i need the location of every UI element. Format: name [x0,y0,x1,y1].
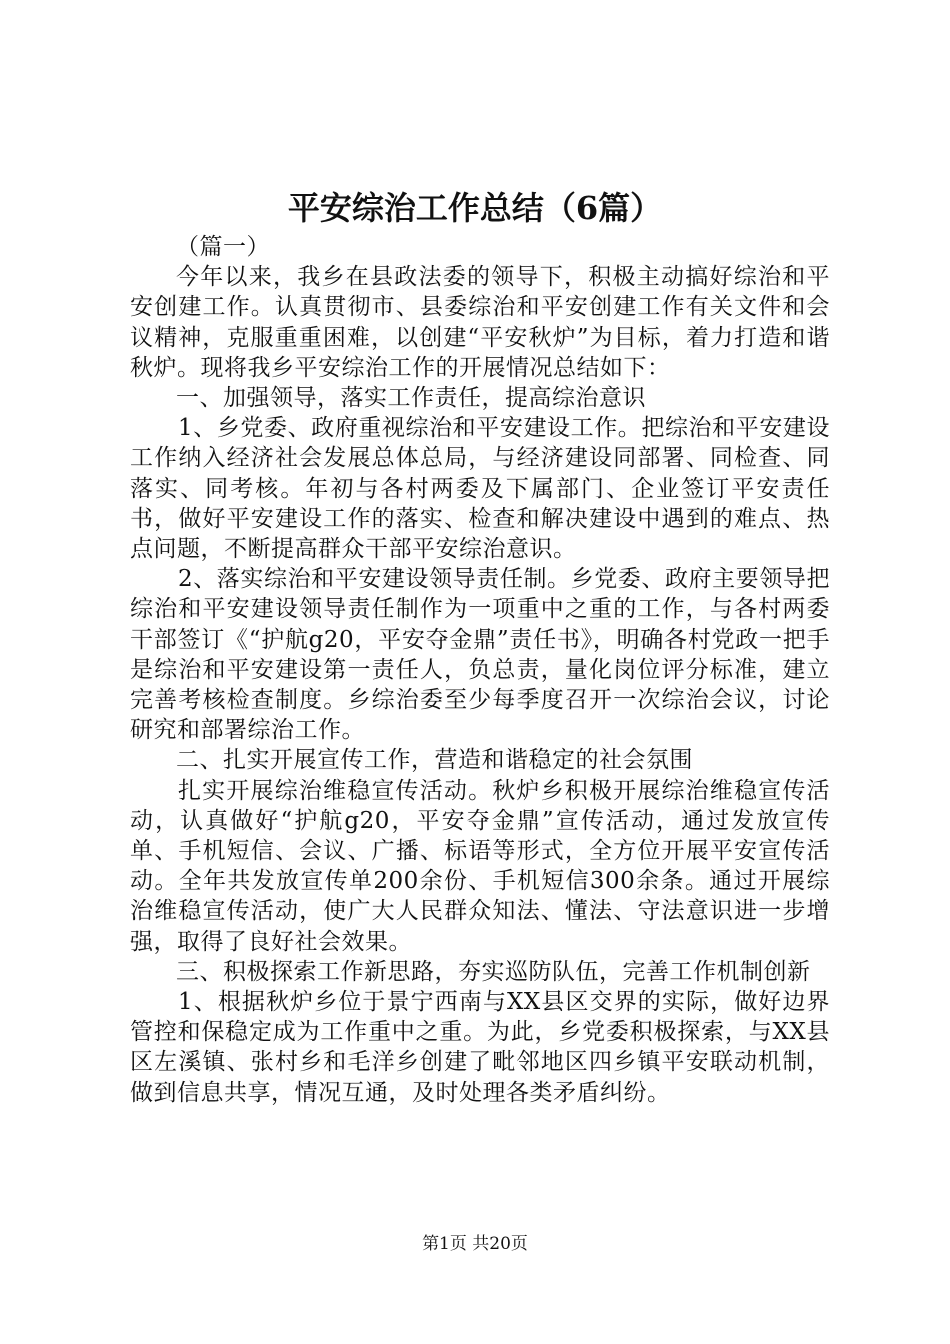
page-number: 第1页 共20页 [422,1234,528,1254]
document-title: 平安综治工作总结（6篇） [287,189,663,227]
section-heading: 一、加强领导，落实工作责任，提高综治意识 [176,385,646,412]
section-heading: 三、积极探索工作新思路，夯实巡防队伍，完善工作机制创新 [176,958,811,985]
body-paragraph: 扎实开展综治维稳宣传活动。秋炉乡积极开展综治维稳宣传活动，认真做好“护航g20，平安夺金鼎”宣传活动，通过发放宣传单、手机短信、会议、广播、标语等形式，全方位开展平安宣传活动。全年共发放宣传单200余份、手机短信300余条。通过开展综治维稳宣传活动，使广大人民群众知法、懂法、守法意识进一步增强，取得了良好社会效果。 [130,777,830,955]
document-body [130,232,830,1108]
body-paragraph: 1、乡党委、政府重视综治和平安建设工作。把综治和平安建设工作纳入经济社会发展总体总局，与经济建设同部署、同检查、同落实、同考核。年初与各村两委及下属部门、企业签订平安责任书，做好平安建设工作的落实、检查和解决建设中遇到的难点、热点问题，不断提高群众干部平安综治意识。 [130,415,830,563]
section-heading: 二、扎实开展宣传工作，营造和谐稳定的社会氛围 [176,747,693,774]
body-paragraph: 2、落实综治和平安建设领导责任制。乡党委、政府主要领导把综治和平安建设领导责任制作为一项重中之重的工作，与各村两委干部签订《“护航g20，平安夺金鼎”责任书》，明确各村党政一把手是综治和平安建设第一责任人，负总责，量化岗位评分标准，建立完善考核检查制度。乡综治委至少每季度召开一次综治会议，讨论研究和部署综治工作。 [130,566,830,744]
body-paragraph: 今年以来，我乡在县政法委的领导下，积极主动搞好综治和平安创建工作。认真贯彻市、县委综治和平安创建工作有关文件和会议精神，克服重重困难，以创建“平安秋炉”为目标，着力打造和谐秋炉。现将我乡平安综治工作的开展情况总结如下： [130,264,830,381]
section-label: （篇一） [176,234,270,260]
body-paragraph: 1、根据秋炉乡位于景宁西南与XX县区交界的实际，做好边界管控和保稳定成为工作重中之重。为此，乡党委积极探索，与XX县区左溪镇、张村乡和毛洋乡创建了毗邻地区四乡镇平安联动机制，做到信息共享，情况互通，及时处理各类矛盾纠纷。 [130,989,830,1106]
